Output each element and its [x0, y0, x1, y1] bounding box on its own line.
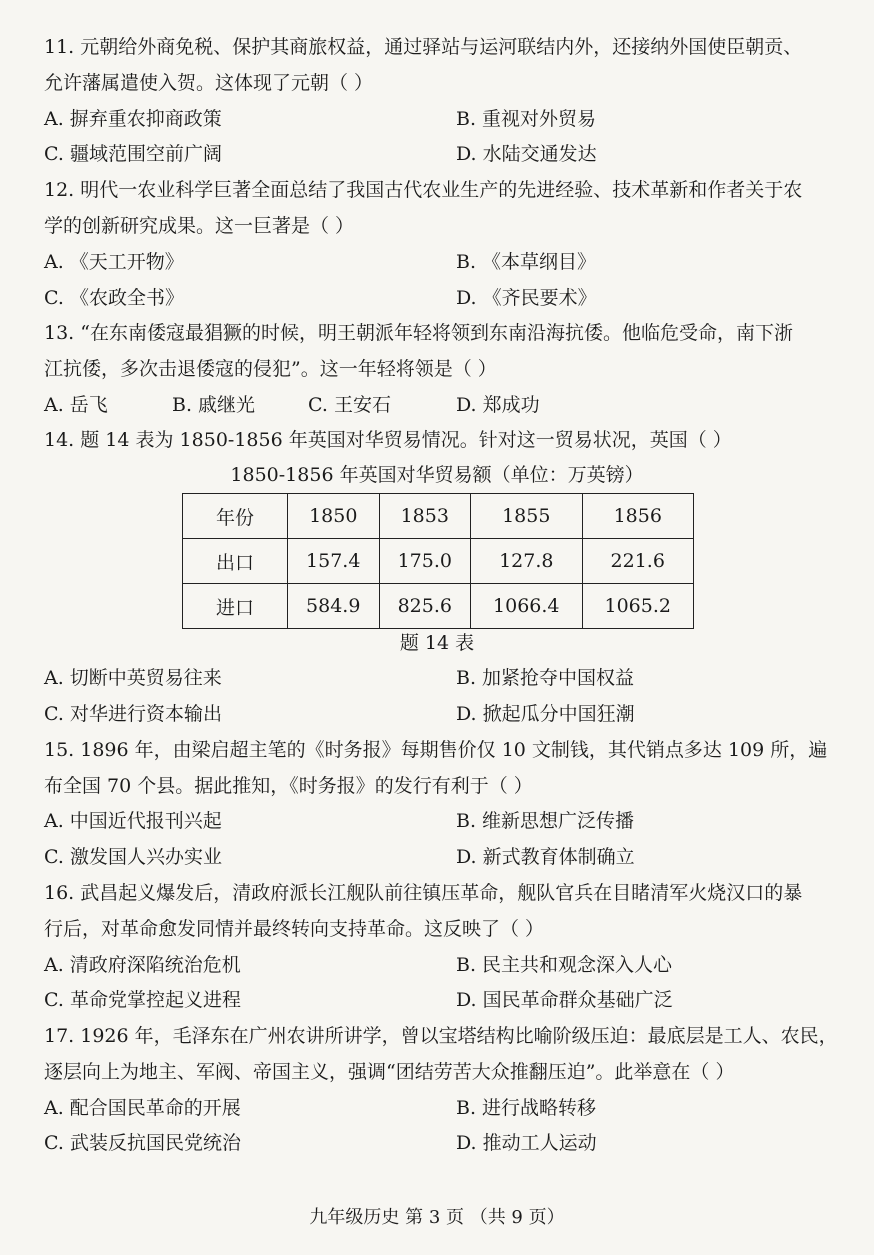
table-header-cell: 1850: [288, 494, 380, 539]
table-header-cell: 1855: [471, 494, 582, 539]
table-row: [183, 584, 694, 629]
table-cell: 127.8: [471, 539, 582, 584]
q15-option-c: C. 激发国人兴办实业: [44, 846, 222, 868]
q14-table-title: 1850-1856 年英国对华贸易额（单位：万英镑）: [230, 464, 644, 486]
q13-stem-line1: 13. “在东南倭寇最猖獗的时候，明王朝派年轻将领到东南沿海抗倭。他临危受命，南下浙: [44, 322, 793, 344]
q14-stem-line1: 14. 题 14 表为 1850-1856 年英国对华贸易情况。针对这一贸易状况，英国（ ）: [44, 429, 732, 451]
table-cell: 175.0: [379, 539, 471, 584]
q16-stem-line1: 16. 武昌起义爆发后，清政府派长江舰队前往镇压革命，舰队官兵在目睹清军火烧汉口的暴: [44, 882, 803, 904]
q13-option-c: C. 王安石: [308, 394, 391, 416]
q12-option-d: D. 《齐民要术》: [456, 287, 597, 309]
q12-stem-line2: 学的创新研究成果。这一巨著是（ ）: [44, 215, 355, 237]
q13-stem-line2: 江抗倭，多次击退倭寇的侵犯”。这一年轻将领是（ ）: [44, 358, 497, 380]
q12-stem-line1: 12. 明代一农业科学巨著全面总结了我国古代农业生产的先进经验、技术革新和作者关于农: [44, 179, 803, 201]
q17-option-a: A. 配合国民革命的开展: [44, 1097, 241, 1119]
table-cell: 221.6: [582, 539, 694, 584]
trade-table: [182, 493, 694, 629]
q11-stem-line2: 允许藩属遣使入贺。这体现了元朝（ ）: [44, 72, 374, 94]
q13-option-b: B. 戚继光: [172, 394, 256, 416]
q17-option-d: D. 推动工人运动: [456, 1132, 597, 1154]
q14-option-b: B. 加紧抢夺中国权益: [456, 667, 635, 689]
q11-option-a: A. 摒弃重农抑商政策: [44, 108, 222, 130]
page-footer: 九年级历史 第 3 页 （共 9 页）: [309, 1207, 565, 1228]
table-cell: 584.9: [288, 584, 380, 629]
table-header-cell: 1856: [582, 494, 694, 539]
table-row: [183, 539, 694, 584]
q11-option-b: B. 重视对外贸易: [456, 108, 597, 130]
q14-option-d: D. 掀起瓜分中国狂潮: [456, 703, 635, 725]
q15-stem-line1: 15. 1896 年，由梁启超主笔的《时务报》每期售价仅 10 文制钱，其代销点多达 109 所，遍: [44, 739, 828, 761]
q11-option-d: D. 水陆交通发达: [456, 143, 597, 165]
q17-option-b: B. 进行战略转移: [456, 1097, 597, 1119]
table-cell: 进口: [183, 584, 288, 629]
q11-option-c: C. 疆域范围空前广阔: [44, 143, 222, 165]
q15-option-a: A. 中国近代报刊兴起: [44, 810, 222, 832]
q17-stem-line1: 17. 1926 年，毛泽东在广州农讲所讲学，曾以宝塔结构比喻阶级压迫：最底层是工人、农民，: [44, 1025, 838, 1047]
table-header-row: [183, 494, 694, 539]
table-header-cell: 1853: [379, 494, 471, 539]
q16-option-a: A. 清政府深陷统治危机: [44, 954, 241, 976]
q16-option-d: D. 国民革命群众基础广泛: [456, 989, 673, 1011]
table-cell: 825.6: [379, 584, 471, 629]
q12-option-b: B. 《本草纲目》: [456, 251, 597, 273]
q16-option-b: B. 民主共和观念深入人心: [456, 954, 673, 976]
table-cell: 157.4: [288, 539, 380, 584]
q17-stem-line2: 逐层向上为地主、军阀、帝国主义，强调“团结劳苦大众推翻压迫”。此举意在（ ）: [44, 1061, 735, 1083]
q17-option-c: C. 武装反抗国民党统治: [44, 1132, 241, 1154]
table-header-cell: 年份: [183, 494, 288, 539]
table-cell: 1065.2: [582, 584, 694, 629]
q14-option-c: C. 对华进行资本输出: [44, 703, 222, 725]
q14-table-caption: 题 14 表: [399, 632, 475, 654]
table-cell: 1066.4: [471, 584, 582, 629]
q13-option-a: A. 岳飞: [44, 394, 108, 416]
q11-stem-line1: 11. 元朝给外商免税、保护其商旅权益，通过驿站与运河联结内外，还接纳外国使臣朝贡、: [44, 36, 803, 58]
q12-option-a: A. 《天工开物》: [44, 251, 184, 273]
q15-stem-line2: 布全国 70 个县。据此推知，《时务报》的发行有利于（ ）: [44, 775, 533, 797]
table-cell: 出口: [183, 539, 288, 584]
q12-option-c: C. 《农政全书》: [44, 287, 184, 309]
q14-option-a: A. 切断中英贸易往来: [44, 667, 222, 689]
q16-option-c: C. 革命党掌控起义进程: [44, 989, 241, 1011]
q15-option-d: D. 新式教育体制确立: [456, 846, 635, 868]
q15-option-b: B. 维新思想广泛传播: [456, 810, 635, 832]
q13-option-d: D. 郑成功: [456, 394, 540, 416]
q16-stem-line2: 行后，对革命愈发同情并最终转向支持革命。这反映了（ ）: [44, 918, 545, 940]
